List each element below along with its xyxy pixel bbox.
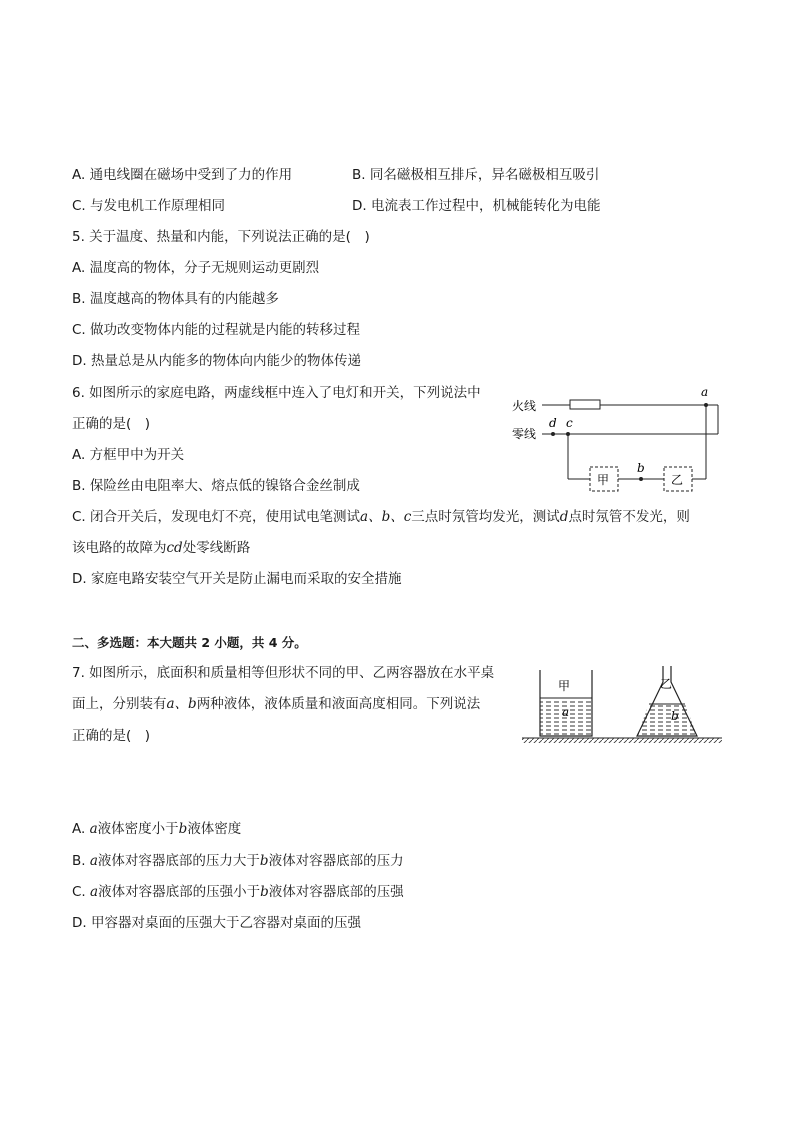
q6-stem-line1: 6. 如图所示的家庭电路，两虚线框中连入了电灯和开关，下列说法中 xyxy=(72,385,481,401)
q7-option-b: B. a液体对容器底部的压力大于b液体对容器底部的压力 xyxy=(72,853,404,869)
container-jia-label: 甲 xyxy=(558,679,571,693)
q7-option-a-var1: a xyxy=(89,821,98,837)
junction-d xyxy=(551,432,555,436)
q7-option-c-var2: b xyxy=(260,884,269,900)
containers-diagram xyxy=(522,660,724,746)
q7-option-b-var1: a xyxy=(89,853,98,869)
point-b-label: b xyxy=(637,461,645,475)
q6-option-c-pre: C. 闭合开关后，发现电灯不亮，使用试电笔测试 xyxy=(72,509,361,525)
q6-option-c xyxy=(72,508,690,526)
q7-option-b-var2: b xyxy=(259,853,269,869)
q6-option-c-vars: a、b、c xyxy=(360,509,412,525)
q4-option-b: B. 同名磁极相互排斥，异名磁极相互吸引 xyxy=(352,167,600,183)
q5-option-b: B. 温度越高的物体具有的内能越多 xyxy=(72,291,279,307)
fuse xyxy=(570,400,600,409)
q6-option-c-line2 xyxy=(72,539,250,557)
junction-b xyxy=(639,477,643,481)
q6-option-c-line2-post: 处零线断路 xyxy=(182,540,251,556)
q6-option-c-line2-var: cd xyxy=(166,540,183,556)
q7-option-b-post: 液体对容器底部的压力 xyxy=(268,853,404,869)
q7-option-c-var1: a xyxy=(90,884,99,900)
q5-option-c: C. 做功改变物体内能的过程就是内能的转移过程 xyxy=(72,322,361,338)
container-yi-label: 乙 xyxy=(660,677,673,691)
q6-option-c-line2-pre: 该电路的故障为 xyxy=(72,540,167,556)
point-d-label: d xyxy=(549,416,557,430)
q6-option-c-var-d: d xyxy=(559,509,569,525)
q4-option-d: D. 电流表工作过程中，机械能转化为电能 xyxy=(352,198,601,214)
q7-option-b-mid: 液体对容器底部的压力大于 xyxy=(97,853,260,869)
junction-c xyxy=(566,432,570,436)
q4-option-a: A. 通电线圈在磁场中受到了力的作用 xyxy=(72,167,293,183)
q5-option-a: A. 温度高的物体，分子无规则运动更剧烈 xyxy=(72,260,320,276)
box-yi-label: 乙 xyxy=(671,473,684,487)
q7-option-c-mid: 液体对容器底部的压强小于 xyxy=(98,884,261,900)
liquid-a-label: a xyxy=(562,705,570,719)
q6-option-c-mid: 三点时氖管均发光，测试 xyxy=(411,509,560,525)
q7-option-c-post: 液体对容器底部的压强 xyxy=(268,884,404,900)
household-circuit-diagram xyxy=(508,380,728,496)
q7-stem-line2 xyxy=(72,695,480,713)
q7-option-d: D. 甲容器对桌面的压强大于乙容器对桌面的压强 xyxy=(72,915,361,931)
liquid-b xyxy=(637,704,697,736)
point-c-label: c xyxy=(566,416,573,430)
section-multiple-choice-title: 二、多选题：本大题共 2 小题，共 4 分。 xyxy=(72,635,307,650)
junction-a xyxy=(704,403,708,407)
box-jia-label: 甲 xyxy=(597,473,610,487)
q7-stem-line2-pre: 面上，分别装有 xyxy=(72,696,167,712)
q6-option-d: D. 家庭电路安装空气开关是防止漏电而采取的安全措施 xyxy=(72,571,402,587)
q7-option-a-mid: 液体密度小于 xyxy=(97,821,179,837)
q7-option-c: C. a液体对容器底部的压强小于b液体对容器底部的压强 xyxy=(72,884,404,900)
q6-option-a: A. 方框甲中为开关 xyxy=(72,447,185,463)
q7-stem-line2-vars: a、b xyxy=(166,696,197,712)
q7-option-a: A. a液体密度小于b液体密度 xyxy=(72,821,242,837)
q7-option-a-var2: b xyxy=(178,821,188,837)
q7-option-a-post: 液体密度 xyxy=(187,821,242,837)
q7-stem-line1: 7. 如图所示，底面积和质量相等但形状不同的甲、乙两容器放在水平桌 xyxy=(72,665,495,681)
q7-stem-line2-post: 两种液体，液体质量和液面高度相同。下列说法 xyxy=(196,696,481,712)
q5-option-d: D. 热量总是从内能多的物体向内能少的物体传递 xyxy=(72,353,361,369)
point-a-label: a xyxy=(701,385,709,399)
q5-stem: 5. 关于温度、热量和内能，下列说法正确的是( ) xyxy=(72,229,370,245)
q4-option-c: C. 与发电机工作原理相同 xyxy=(72,198,226,214)
q7-stem-line3: 正确的是( ) xyxy=(72,728,151,744)
liquid-b-label: b xyxy=(671,709,679,723)
table-hatching xyxy=(522,738,722,743)
q6-stem-line2: 正确的是( ) xyxy=(72,416,151,432)
neutral-wire-label: 零线 xyxy=(512,427,537,441)
live-wire-label: 火线 xyxy=(512,399,537,413)
q6-option-c-post: 点时氖管不发光，则 xyxy=(568,509,690,525)
q6-option-b: B. 保险丝由电阻率大、熔点低的镍铬合金丝制成 xyxy=(72,478,360,494)
